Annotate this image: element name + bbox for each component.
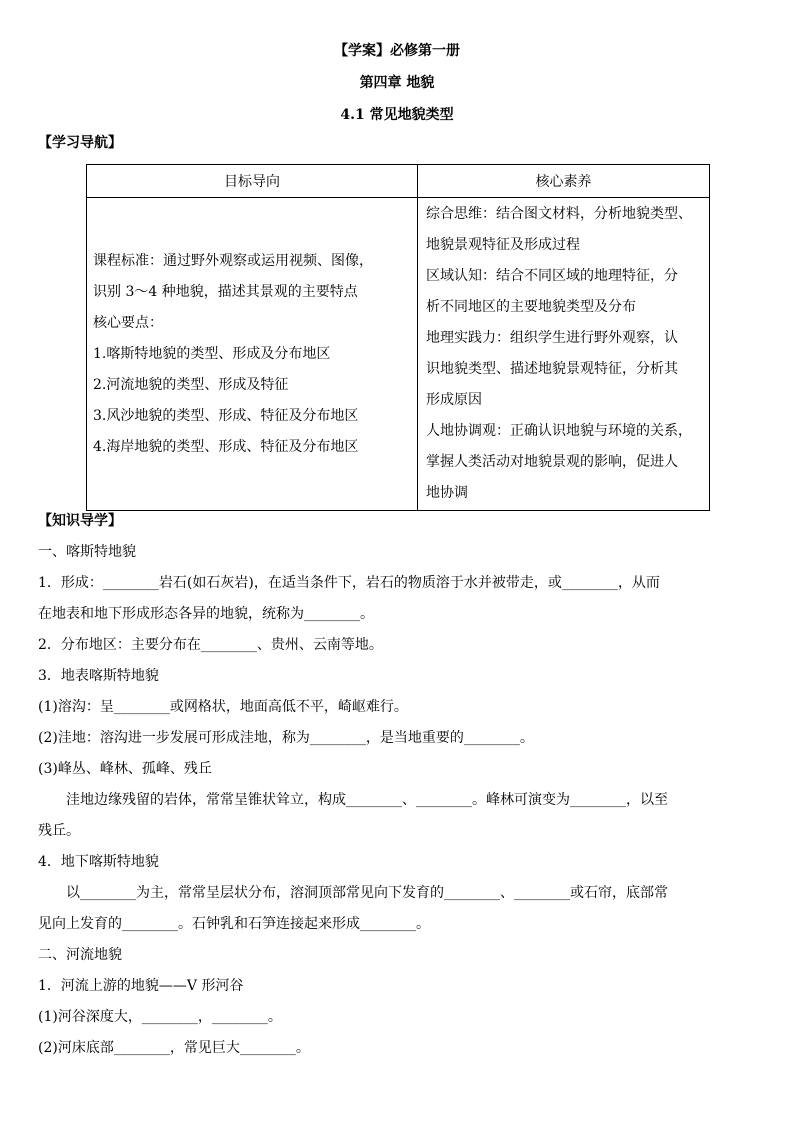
text-line: 在地表和地下形成形态各异的地貌，统称为________。 — [38, 606, 374, 622]
literacy-line: 地理实践力：组织学生进行野外观察，认 — [426, 330, 678, 346]
goal-line: 2.河流地貌的类型、形成及特征 — [93, 376, 289, 393]
subheading-upper-reach: 1．河流上游的地貌——V 形河谷 — [38, 978, 244, 994]
literacy-line: 综合思维：结合图文材料，分析地貌类型、 — [426, 206, 692, 222]
subheading-surface-karst: 3．地表喀斯特地貌 — [38, 668, 159, 684]
col-header-goals: 目标导向 — [87, 165, 418, 198]
goals-cell — [87, 198, 418, 511]
literacy-line: 地貌景观特征及形成过程 — [426, 237, 580, 253]
literacy-line: 区域认知：结合不同区域的地理特征，分 — [426, 268, 678, 284]
nav-heading: 【学习导航】 — [38, 135, 122, 151]
literacy-line: 地协调 — [426, 485, 468, 501]
text-line: 洼地边缘残留的岩体，常常呈锥状耸立，构成________、________。峰林可演变为________，以至 — [66, 792, 668, 808]
col-header-literacy: 核心素养 — [418, 165, 710, 198]
literacy-line: 识地貌类型、描述地貌景观特征，分析其 — [426, 361, 678, 377]
goal-line: 识别 3～4 种地貌，描述其景观的主要特点 — [93, 283, 358, 300]
knowledge-heading: 【知识导学】 — [38, 513, 122, 529]
text-line: (3)峰丛、峰林、孤峰、残丘 — [38, 761, 212, 777]
literacy-line: 人地协调观：正确认识地貌与环境的关系， — [426, 423, 692, 439]
goal-line: 课程标准：通过野外观察或运用视频、图像， — [93, 252, 373, 269]
literacy-line: 掌握人类活动对地貌景观的影响，促进人 — [426, 454, 678, 470]
text-line: (2)河床底部________，常见巨大________。 — [38, 1040, 310, 1056]
text-line: 1．形成：________岩石(如石灰岩)，在适当条件下，岩石的物质溶于水并被带走，或________，从而 — [38, 575, 660, 591]
series-title: 【学案】必修第一册 — [334, 43, 460, 59]
learning-navigation-table — [86, 164, 710, 511]
text-line: 以________为主，常常呈层状分布，溶洞顶部常见向下发育的________、________或石帘，底部常 — [66, 885, 668, 901]
literacy-line: 形成原因 — [426, 392, 482, 408]
goal-line: 4.海岸地貌的类型、形成、特征及分布地区 — [93, 438, 359, 455]
goal-line: 1.喀斯特地貌的类型、形成及分布地区 — [93, 345, 331, 362]
text-line: (2)洼地：溶沟进一步发展可形成洼地，称为________，是当地重要的________。 — [38, 730, 534, 746]
goal-line: 3.风沙地貌的类型、形成、特征及分布地区 — [93, 407, 359, 424]
section-heading-river: 二、河流地貌 — [38, 947, 122, 963]
section-title: 4.1 常见地貌类型 — [340, 107, 454, 123]
goal-line: 核心要点： — [93, 314, 163, 331]
text-line: 2．分布地区：主要分布在________、贵州、云南等地。 — [38, 637, 383, 653]
text-line: (1)河谷深度大，________，________。 — [38, 1009, 282, 1025]
text-line: 见向上发育的________。石钟乳和石笋连接起来形成________。 — [38, 916, 430, 932]
chapter-title: 第四章 地貌 — [359, 75, 435, 91]
subheading-underground-karst: 4．地下喀斯特地貌 — [38, 854, 159, 870]
literacy-cell — [418, 198, 710, 511]
text-line: 残丘。 — [38, 823, 80, 839]
section-heading-karst: 一、喀斯特地貌 — [38, 544, 136, 560]
text-line: (1)溶沟：呈________或网格状，地面高低不平，崎岖难行。 — [38, 699, 408, 715]
literacy-line: 析不同地区的主要地貌类型及分布 — [426, 299, 636, 315]
